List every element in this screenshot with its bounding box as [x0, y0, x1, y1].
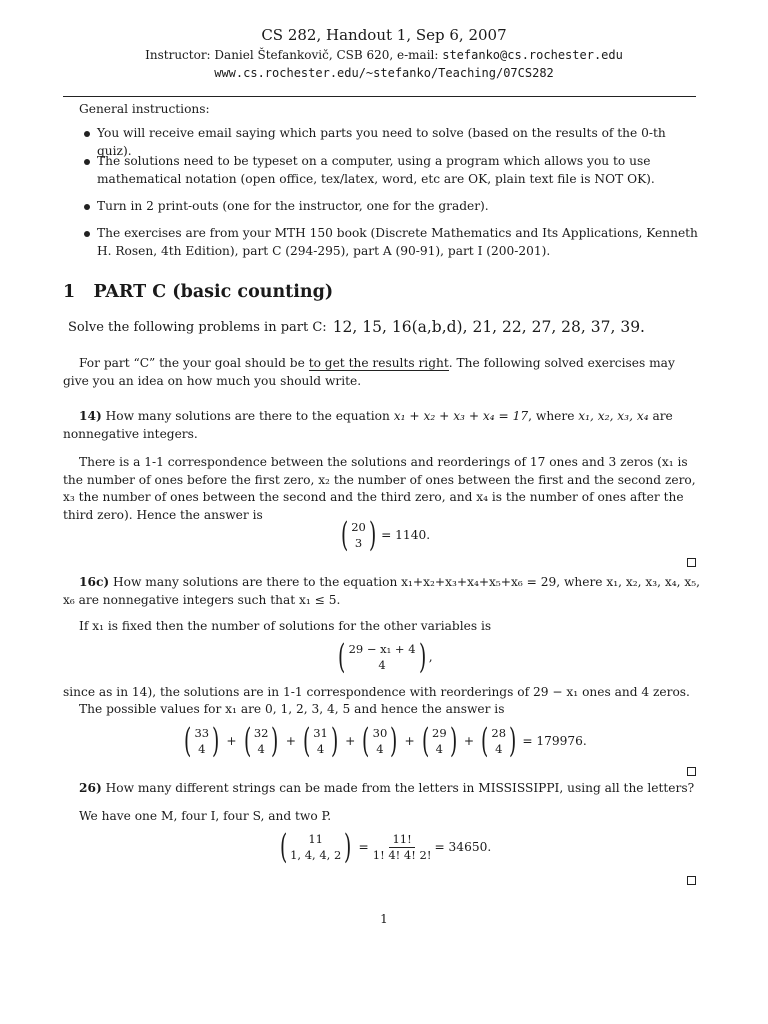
exercise-16c-question: [63, 574, 703, 609]
header-rule: [63, 96, 696, 97]
binomial-bottom: 3: [354, 536, 363, 550]
binomial: ( 32 4 ): [243, 721, 279, 761]
question-text: How many solutions are there to the equation x₁+x₂+x₃+x₄+x₅+x₆ = 29, where x₁, x₂, x₃, x₄, x₅, x₆ are nonnegative integers such that x₁ ≤ 5.: [63, 575, 701, 607]
intro-text-end: . The following solved exercises may give you an idea on how much you should write.: [63, 356, 675, 388]
instructor-text: Instructor: Daniel Štefankovič, CSB 620, e-mail:: [145, 48, 443, 62]
bullet-icon: [84, 204, 90, 210]
binomial: ( 29 − x₁ + 4 4 ): [338, 637, 426, 677]
exercise-26-answer: We have one M, four I, four S, and two P.: [79, 809, 332, 823]
equation: x₁ + x₂ + x₃ + x₄ = 17: [393, 409, 529, 423]
exercise-26-formula: [0, 827, 768, 867]
assignment-prefix: Solve the following problems in part C:: [68, 320, 327, 335]
binomial-top: 20: [351, 520, 366, 534]
plus-sign: +: [463, 734, 475, 748]
qed-icon: [687, 876, 696, 885]
bullet-icon: [84, 231, 90, 237]
instruction-item: The solutions need to be typeset on a computer, using a program which allows you to use mathematical notation (open office, tex/latex, word, etc are OK, plain text file is NOT OK).: [97, 154, 655, 186]
binomial: ( 31 4 ): [302, 721, 339, 761]
fraction: [373, 832, 432, 863]
assignment-list: 12, 15, 16(a,b,d), 21, 22, 27, 28, 37, 39.: [332, 318, 645, 336]
exercise-16c-fixed: If x₁ is fixed then the number of solutions for the other variables is: [79, 619, 492, 633]
part-c-intro: [63, 355, 697, 390]
plus-sign: +: [345, 734, 356, 748]
problem-assignment: [68, 317, 645, 335]
exercise-14-answer: There is a 1-1 correspondence between the solutions and reorderings of 17 ones and 3 zeros (x₁ is the number of ones before the first zero, x₂ the number of ones between the first and the second zero, x₃ the number of ones between the second and the third zero, and x₄ is the number of ones after the third zero). Hence the answer is: [63, 455, 696, 522]
equals-sign: =: [358, 840, 369, 854]
binomial: ( 30 4 ): [362, 721, 398, 761]
variables: x₁, x₂, x₃, x₄: [578, 409, 649, 423]
question-text: How many solutions are there to the equation: [101, 409, 394, 423]
fraction-numerator: 11!: [389, 832, 414, 848]
binomial-top: 33: [194, 726, 210, 740]
plus-sign: +: [226, 734, 237, 748]
bullet-icon: [84, 159, 90, 165]
exercise-label: 16c): [79, 575, 110, 589]
exercise-16c-binomial: [0, 637, 768, 677]
binomial-bottom: 4: [257, 742, 265, 756]
instruction-item: The exercises are from your MTH 150 book (Discrete Mathematics and Its Applications, Kenneth H. Rosen, 4th Edition), part C (294-295), part A (90-91), part I (200-201).: [97, 226, 698, 258]
intro-emphasis: to get the results right: [308, 356, 449, 370]
course-url[interactable]: www.cs.rochester.edu/~stefanko/Teaching/07CS282: [214, 66, 554, 80]
exercise-14-question: [63, 408, 697, 443]
binomial-top: 30: [372, 726, 388, 740]
binomial: ( 33 4 ): [184, 721, 220, 761]
binomial-top: 31: [313, 726, 328, 740]
multinomial-top: 11: [308, 832, 323, 846]
instructor-email[interactable]: stefanko@cs.rochester.edu: [442, 48, 623, 62]
multinomial-bottom: 1, 4, 4, 2: [290, 848, 342, 862]
binomial-top: 28: [491, 726, 507, 740]
exercise-label: 26): [79, 781, 102, 795]
section-number: 1: [63, 282, 76, 302]
result: = 34650.: [434, 840, 492, 854]
general-heading: General instructions:: [79, 102, 210, 116]
result: = 1140.: [381, 528, 431, 542]
binomial-top: 29 − x₁ + 4: [348, 642, 416, 656]
binomial-bottom: 4: [316, 742, 325, 756]
handout-title: CS 282, Handout 1, Sep 6, 2007: [261, 26, 507, 44]
question-text: are nonnegative integers.: [63, 409, 673, 441]
binomial: ( 20 3 ): [340, 515, 377, 555]
exercise-16c-since: since as in 14), the solutions are in 1-1 correspondence with reorderings of 29 − x₁ ones and 4 zeros.: [63, 685, 690, 699]
multinomial: ( 11 1, 4, 4, 2 ): [279, 827, 352, 867]
plus-sign: +: [285, 734, 296, 748]
exercise-label: 14): [79, 409, 102, 423]
instruction-item: Turn in 2 print-outs (one for the instructor, one for the grader).: [97, 199, 489, 213]
binomial-bottom: 4: [435, 742, 443, 756]
exercise-14-formula: [0, 515, 768, 555]
binomial-bottom: 4: [376, 742, 384, 756]
exercise-16c-sum: [0, 721, 768, 761]
binomial-bottom: 4: [495, 742, 503, 756]
binomial: ( 28 4 ): [481, 721, 517, 761]
instruction-item: You will receive email saying which parts you need to solve (based on the results of the 0-th quiz).: [97, 126, 666, 158]
section-heading: [63, 282, 333, 302]
intro-text: For part “C” the your goal should be: [79, 356, 309, 370]
question-text: , where: [528, 409, 579, 423]
question-text: How many different strings can be made from the letters in MISSISSIPPI, using all the letters?: [101, 781, 695, 795]
page-number: 1: [380, 912, 388, 926]
binomial-top: 32: [253, 726, 269, 740]
binomial-bottom: 4: [378, 658, 386, 672]
plus-sign: +: [404, 734, 415, 748]
result: = 179976.: [522, 734, 587, 748]
section-title: PART C (basic counting): [93, 282, 334, 302]
qed-icon: [687, 767, 696, 776]
exercise-26-question: [63, 780, 703, 798]
instructor-line: [0, 48, 768, 62]
fraction-denominator: 1! 4! 4! 2!: [372, 847, 432, 862]
bullet-icon: [84, 131, 90, 137]
binomial-bottom: 4: [198, 742, 206, 756]
binomial-top: 29: [432, 726, 447, 740]
binomial: ( 29 4 ): [421, 721, 457, 761]
exercise-16c-possible: The possible values for x₁ are 0, 1, 2, 3, 4, 5 and hence the answer is: [79, 702, 505, 716]
qed-icon: [687, 558, 696, 567]
comma: ,: [428, 650, 433, 664]
